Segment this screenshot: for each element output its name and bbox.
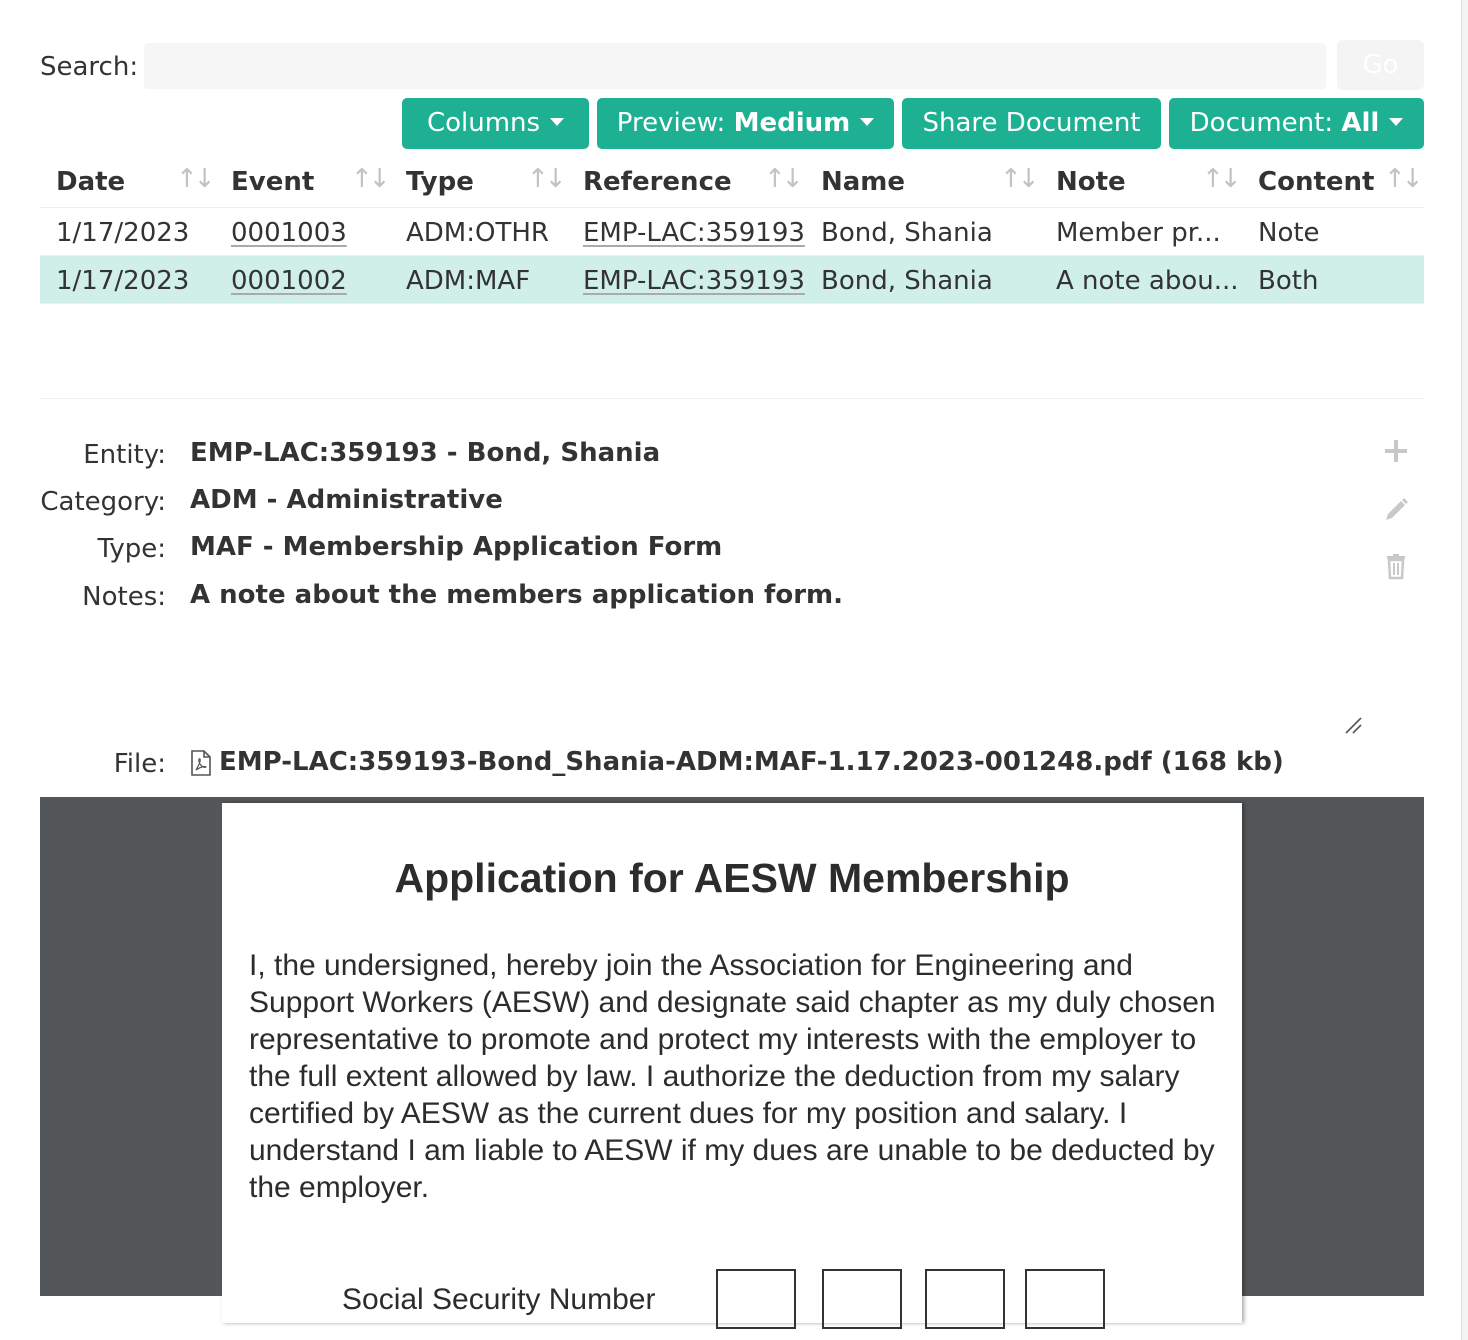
preview-prefix: Preview:	[616, 108, 726, 138]
caret-down-icon	[860, 118, 874, 126]
type-value: MAF - Membership Application Form	[190, 532, 723, 562]
scrollbar-track[interactable]	[1463, 0, 1468, 1340]
cell-note: Member pr...	[1056, 218, 1221, 248]
search-row	[40, 40, 1424, 90]
cell-name: Bond, Shania	[821, 266, 993, 296]
cell-type: ADM:OTHR	[406, 218, 549, 248]
table-row[interactable]	[40, 208, 1424, 256]
ssn-digit-box	[925, 1269, 1005, 1329]
cell-content: Both	[1258, 266, 1319, 296]
column-header-name[interactable]: Name	[821, 167, 906, 197]
column-header-date[interactable]: Date	[56, 167, 126, 197]
file-label: File:	[113, 749, 166, 779]
section-divider	[40, 398, 1424, 399]
caret-down-icon	[550, 118, 564, 126]
search-input[interactable]	[144, 43, 1326, 89]
category-value: ADM - Administrative	[190, 485, 503, 515]
column-header-type[interactable]: Type	[406, 167, 474, 197]
file-link[interactable]: EMP-LAC:359193-Bond_Shania-ADM:MAF-1.17.2023-001248.pdf (168 kb)	[219, 747, 1284, 777]
column-header-reference[interactable]: Reference	[583, 167, 732, 197]
cell-event-link[interactable]: 0001003	[231, 218, 347, 248]
column-header-event[interactable]: Event	[231, 167, 315, 197]
document-value: All	[1341, 108, 1380, 138]
sort-icon[interactable]: ↑↓	[1202, 164, 1238, 194]
columns-button[interactable]	[402, 98, 589, 149]
cell-date: 1/17/2023	[56, 218, 190, 248]
cell-name: Bond, Shania	[821, 218, 993, 248]
category-label: Category:	[40, 487, 166, 517]
entity-label: Entity:	[83, 440, 166, 470]
pdf-file-icon	[189, 749, 213, 777]
cell-content: Note	[1258, 218, 1320, 248]
search-label: Search:	[40, 52, 139, 82]
table-header	[40, 160, 1424, 208]
ssn-digit-box	[1025, 1269, 1105, 1329]
document-filter-button[interactable]	[1169, 98, 1424, 149]
ssn-digit-box	[716, 1269, 796, 1329]
entity-value: EMP-LAC:359193 - Bond, Shania	[190, 438, 661, 468]
preview-page	[222, 803, 1242, 1323]
sort-icon[interactable]: ↑↓	[1384, 164, 1420, 194]
cell-reference-link[interactable]: EMP-LAC:359193	[583, 266, 805, 296]
cell-type: ADM:MAF	[406, 266, 531, 296]
columns-button-label: Columns	[426, 108, 541, 138]
cell-event-link[interactable]: 0001002	[231, 266, 347, 296]
cell-note: A note abou...	[1056, 266, 1239, 296]
documents-table	[40, 160, 1424, 304]
go-button[interactable]: Go	[1337, 40, 1424, 90]
preview-doc-body: I, the undersigned, hereby join the Association for Engineering and Support Workers (AESW) and designate said chapter as my duly chosen representative to promote and protect my interests with the employer to the full extent allowed by law. I authorize the deduction from my salary certified by AESW as the current dues for my position and salary. I understand I am liable to AESW if my dues are unable to be deducted by the employer.	[249, 949, 1216, 1204]
ssn-digit-box	[822, 1269, 902, 1329]
sort-icon[interactable]: ↑↓	[351, 164, 387, 194]
resize-handle-icon[interactable]	[1343, 715, 1363, 735]
sort-icon[interactable]: ↑↓	[527, 164, 563, 194]
sort-icon[interactable]: ↑↓	[764, 164, 800, 194]
sort-icon[interactable]: ↑↓	[1000, 164, 1036, 194]
caret-down-icon	[1389, 118, 1403, 126]
column-header-content[interactable]: Content	[1258, 167, 1375, 197]
cell-reference-link[interactable]: EMP-LAC:359193	[583, 218, 805, 248]
preview-doc-footer: Social Security Number	[342, 1283, 656, 1316]
table-row-selected[interactable]	[40, 256, 1424, 304]
preview-size-button[interactable]	[597, 98, 894, 149]
column-header-note[interactable]: Note	[1056, 167, 1126, 197]
notes-label: Notes:	[82, 582, 166, 612]
notes-value[interactable]: A note about the members application form.	[190, 580, 843, 610]
plus-icon[interactable]	[1382, 437, 1410, 465]
type-label: Type:	[97, 534, 166, 564]
preview-value: Medium	[733, 108, 851, 138]
share-document-button[interactable]: Share Document	[902, 98, 1161, 149]
pencil-icon[interactable]	[1382, 495, 1410, 523]
preview-doc-title: Application for AESW Membership	[394, 855, 1070, 901]
cell-date: 1/17/2023	[56, 266, 190, 296]
trash-icon[interactable]	[1382, 552, 1410, 580]
document-prefix: Document:	[1189, 108, 1334, 138]
document-preview[interactable]	[40, 797, 1424, 1316]
sort-icon[interactable]: ↑↓	[176, 164, 212, 194]
